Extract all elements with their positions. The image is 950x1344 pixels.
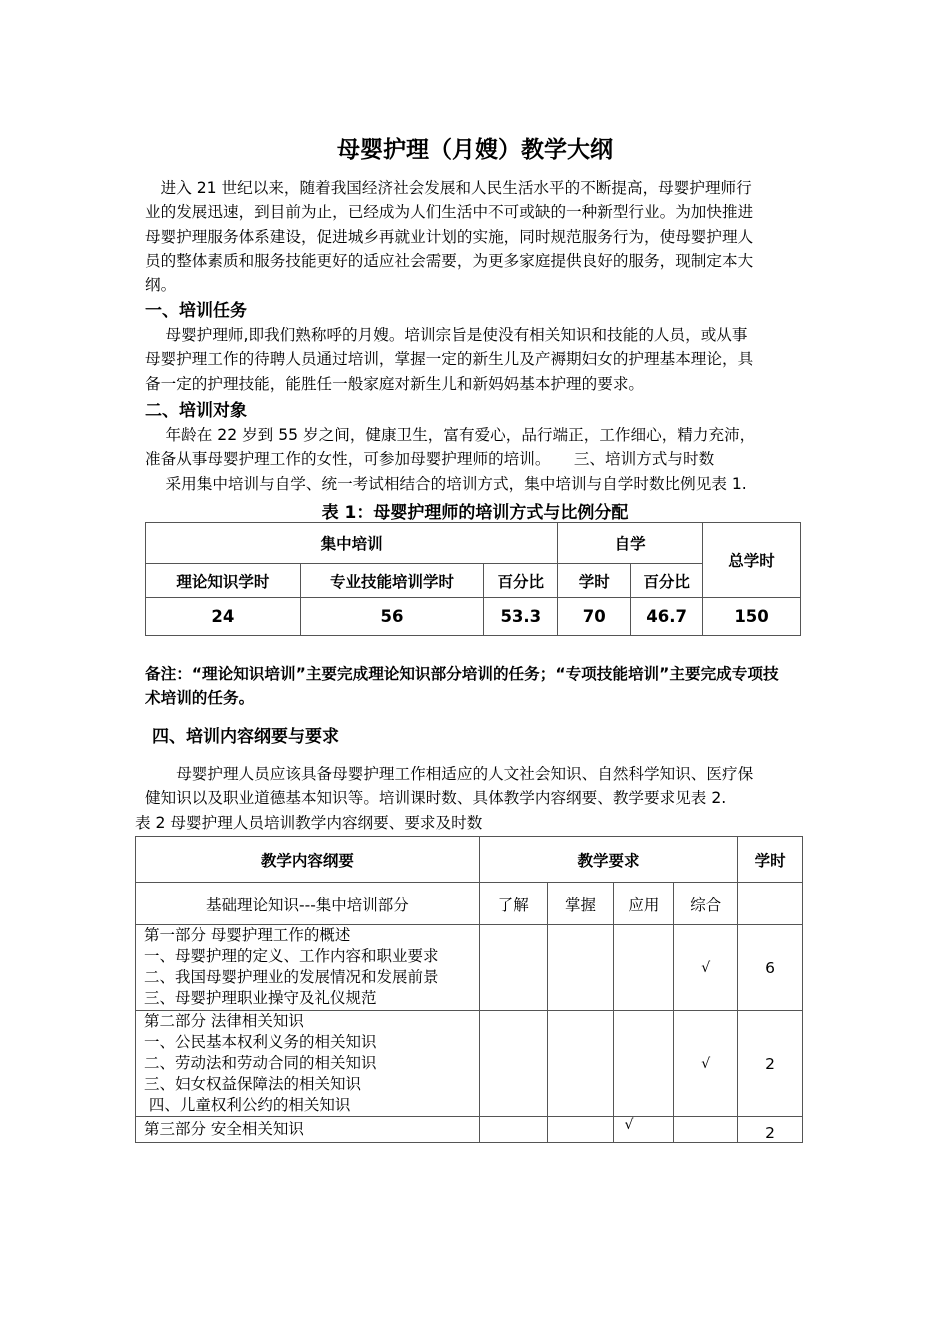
cell-understand <box>479 1117 547 1143</box>
value-self-study-hours: 70 <box>558 598 631 636</box>
body-line: 备一定的护理技能，能胜任一般家庭对新生儿和新妈妈基本护理的要求。 <box>145 374 645 393</box>
header-theory-hours: 理论知识学时 <box>146 564 301 598</box>
cell-understand <box>479 1011 547 1117</box>
header-self-study-percent: 百分比 <box>631 564 703 598</box>
header-centralized-training: 集中培训 <box>146 523 558 564</box>
subheader-understand: 了解 <box>479 883 547 925</box>
content-line: 第一部分 母婴护理工作的概述 <box>144 926 351 944</box>
content-line: 四、儿童权利公约的相关知识 <box>144 1096 351 1114</box>
body-line: 年龄在 22 岁到 55 岁之间，健康卫生，富有爱心，品行端正，工作细心，精力充沛， <box>145 426 756 444</box>
value-skill-hours: 56 <box>300 598 484 636</box>
document-title: 母婴护理（月嫂）教学大纲 <box>337 137 613 163</box>
check-icon: √ <box>674 925 738 1011</box>
value-theory-hours: 24 <box>146 598 301 636</box>
section-heading-training-targets: 二、培训对象 <box>145 401 247 421</box>
curriculum-table <box>135 836 803 1143</box>
content-cell <box>136 1117 480 1143</box>
note-line: 备注：“理论知识培训”主要完成理论知识部分培训的任务；“专项技能培训”主要完成专项技 <box>145 665 779 683</box>
hours-cell: 2 <box>738 1011 803 1117</box>
training-ratio-table <box>145 522 801 636</box>
subheader-basic-theory: 基础理论知识---集中培训部分 <box>136 883 480 925</box>
intro-line: 业的发展迅速，到目前为止，已经成为人们生活中不可或缺的一种新型行业。为加快推进 <box>145 203 754 222</box>
content-line: 第二部分 法律相关知识 <box>144 1012 304 1030</box>
subheader-hours-empty <box>738 883 803 925</box>
header-hours: 学时 <box>738 837 803 883</box>
intro-paragraph <box>145 176 807 297</box>
cell-master <box>547 925 614 1011</box>
body-line: 母婴护理工作的待聘人员通过培训，掌握一定的新生儿及产褥期妇女的护理基本理论，具 <box>145 350 754 369</box>
subheader-comprehensive: 综合 <box>674 883 738 925</box>
cell-master <box>547 1117 614 1143</box>
table1-note <box>145 662 807 711</box>
body-line: 母婴护理人员应该具备母婴护理工作相适应的人文社会知识、自然科学知识、医疗保 <box>145 765 754 783</box>
header-content-outline: 教学内容纲要 <box>136 837 480 883</box>
cell-apply <box>614 925 674 1011</box>
content-line: 第三部分 安全相关知识 <box>144 1120 304 1138</box>
check-icon: √ <box>614 1117 674 1143</box>
table1-caption: 表 1：母婴护理师的培训方式与比例分配 <box>321 503 629 523</box>
content-line: 二、劳动法和劳动合同的相关知识 <box>144 1054 377 1072</box>
content-line: 一、公民基本权利义务的相关知识 <box>144 1033 377 1051</box>
note-line: 术培训的任务。 <box>145 689 255 708</box>
value-total-hours: 150 <box>703 598 801 636</box>
section-training-targets-body <box>145 423 807 496</box>
header-total-hours: 总学时 <box>703 523 801 598</box>
content-line: 二、我国母婴护理业的发展情况和发展前景 <box>144 968 439 986</box>
table-row <box>136 925 803 1011</box>
content-cell <box>136 1011 480 1117</box>
header-skill-hours: 专业技能培训学时 <box>300 564 484 598</box>
table-row <box>136 1117 803 1143</box>
header-centralized-percent: 百分比 <box>484 564 558 598</box>
cell-understand <box>479 925 547 1011</box>
content-cell <box>136 925 480 1011</box>
value-centralized-percent: 53.3 <box>484 598 558 636</box>
body-line: 健知识以及职业道德基本知识等。培训课时数、具体教学内容纲要、教学要求见表 2. <box>145 789 727 808</box>
cell-master <box>547 1011 614 1117</box>
table-row <box>136 1011 803 1117</box>
body-line: 母婴护理师,即我们熟称呼的月嫂。培训宗旨是使没有相关知识和技能的人员，或从事 <box>145 326 748 344</box>
hours-cell: 2 <box>738 1117 803 1143</box>
subheader-apply: 应用 <box>614 883 674 925</box>
cell-comprehensive <box>674 1117 738 1143</box>
subheader-master: 掌握 <box>547 883 614 925</box>
intro-line: 纲。 <box>145 276 177 295</box>
section-heading-training-tasks: 一、培训任务 <box>145 301 247 321</box>
body-line: 准备从事母婴护理工作的女性，可参加母婴护理师的培训。 三、培训方式与时数 <box>145 450 715 469</box>
header-teaching-requirements: 教学要求 <box>479 837 737 883</box>
content-line: 三、母婴护理职业操守及礼仪规范 <box>144 989 377 1007</box>
check-icon: √ <box>674 1011 738 1117</box>
intro-line: 母婴护理服务体系建设，促进城乡再就业计划的实施，同时规范服务行为，使母婴护理人 <box>145 227 754 246</box>
hours-cell: 6 <box>738 925 803 1011</box>
header-self-study: 自学 <box>558 523 703 564</box>
content-line: 一、母婴护理的定义、工作内容和职业要求 <box>144 947 439 965</box>
section-content-outline-body <box>145 762 807 811</box>
header-self-study-hours: 学时 <box>558 564 631 598</box>
intro-line: 员的整体素质和服务技能更好的适应社会需要，为更多家庭提供良好的服务，现制定本大 <box>145 251 754 270</box>
intro-line: 进入 21 世纪以来，随着我国经济社会发展和人民生活水平的不断提高，母婴护理师行 <box>145 179 752 197</box>
cell-apply <box>614 1011 674 1117</box>
table2-caption: 表 2 母婴护理人员培训教学内容纲要、要求及时数 <box>135 814 483 832</box>
body-line: 采用集中培训与自学、统一考试相结合的培训方式，集中培训与自学时数比例见表 1. <box>145 474 747 493</box>
section-heading-content-outline: 四、培训内容纲要与要求 <box>152 727 339 747</box>
section-training-tasks-body <box>145 323 807 396</box>
value-self-study-percent: 46.7 <box>631 598 703 636</box>
content-line: 三、妇女权益保障法的相关知识 <box>144 1075 362 1093</box>
